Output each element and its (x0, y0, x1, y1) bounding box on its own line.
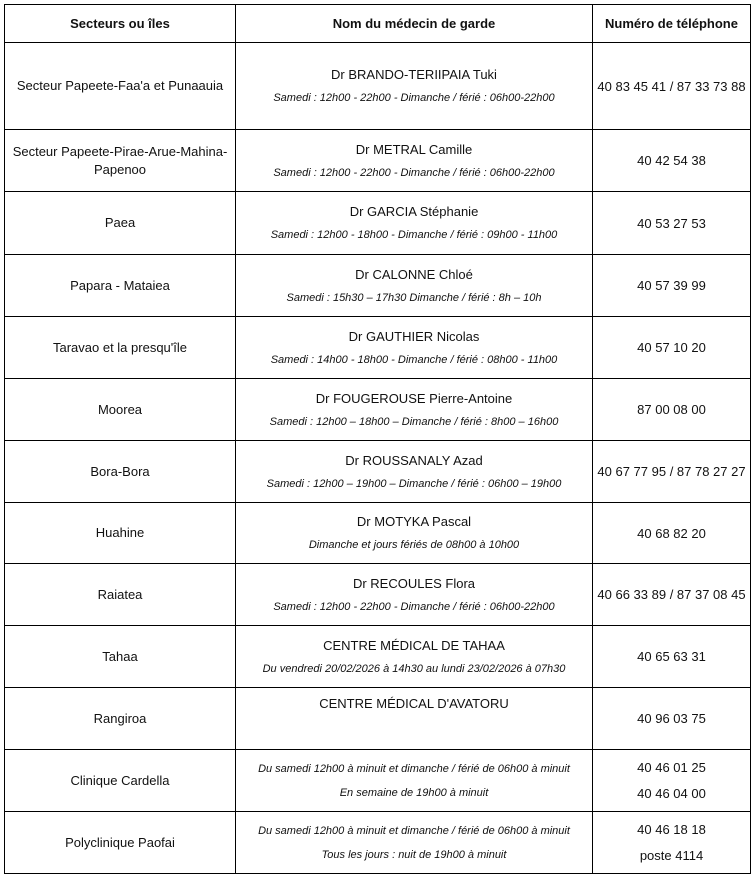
doctor-name: Dr MOTYKA Pascal (356, 514, 472, 529)
duty-hours: En semaine de 19h00 à minuit (339, 786, 489, 799)
phone-cell (593, 750, 751, 812)
doctor-cell (236, 255, 593, 317)
doctor-cell (236, 379, 593, 441)
table-row (5, 812, 751, 874)
table-row (5, 750, 751, 812)
phone-cell: 40 83 45 41 / 87 33 73 88 (593, 43, 751, 130)
doctor-cell (236, 626, 593, 688)
duty-hours: Samedi : 14h00 - 18h00 - Dimanche / férié : 08h00 - 11h00 (270, 353, 558, 366)
sector-cell: Raiatea (5, 564, 236, 626)
phone-number: 40 46 18 18 (637, 821, 706, 837)
doctor-name: Dr CALONNE Chloé (355, 266, 473, 282)
doctor-cell (236, 564, 593, 626)
header-phone: Numéro de téléphone (593, 5, 751, 43)
duty-hours: Samedi : 12h00 - 22h00 - Dimanche / férié : 06h00-22h00 (273, 92, 555, 104)
sector-cell: Moorea (5, 379, 236, 441)
sector-cell: Paea (5, 192, 236, 255)
doctor-name: CENTRE MÉDICAL DE TAHAA (323, 637, 505, 653)
sector-cell: Polyclinique Paofai (5, 812, 236, 874)
on-call-doctors-table (4, 4, 751, 874)
duty-hours: Du samedi 12h00 à minuit et dimanche / férié de 06h00 à minuit (258, 762, 570, 775)
doctor-name: Dr GARCIA Stéphanie (349, 204, 479, 219)
phone-cell: 87 00 08 00 (593, 379, 751, 441)
duty-hours: Samedi : 12h00 – 19h00 – Dimanche / férié : 06h00 – 19h00 (266, 477, 562, 490)
phone-number: 40 46 04 00 (637, 785, 706, 801)
doctor-cell (236, 441, 593, 503)
doctor-cell (236, 130, 593, 192)
sector-cell: Taravao et la presqu'île (5, 317, 236, 379)
duty-hours: Samedi : 12h00 - 22h00 - Dimanche / férié : 06h00-22h00 (273, 600, 555, 613)
doctor-name: Dr ROUSSANALY Azad (345, 452, 483, 468)
phone-cell: 40 57 10 20 (593, 317, 751, 379)
duty-hours: Du vendredi 20/02/2026 à 14h30 au lundi 23/02/2026 à 07h30 (262, 662, 566, 675)
doctor-cell (236, 317, 593, 379)
phone-cell: 40 68 82 20 (593, 503, 751, 564)
duty-hours: Samedi : 15h30 – 17h30 Dimanche / férié : 8h – 10h (286, 291, 542, 304)
phone-cell (593, 812, 751, 874)
duty-hours: Samedi : 12h00 – 18h00 – Dimanche / férié : 8h00 – 16h00 (269, 415, 559, 428)
sector-cell: Rangiroa (5, 688, 236, 750)
phone-cell: 40 96 03 75 (593, 688, 751, 750)
doctor-cell (236, 43, 593, 130)
sector-cell: Bora-Bora (5, 441, 236, 503)
sector-cell: Huahine (5, 503, 236, 564)
doctor-name: Dr BRANDO-TERIIPAIA Tuki (331, 67, 497, 82)
table-row (5, 130, 751, 192)
phone-cell: 40 66 33 89 / 87 37 08 45 (593, 564, 751, 626)
doctor-name: CENTRE MÉDICAL D'AVATORU (319, 696, 509, 711)
header-sector: Secteurs ou îles (5, 5, 236, 43)
table-row (5, 379, 751, 441)
duty-hours: Samedi : 12h00 - 18h00 - Dimanche / férié : 09h00 - 11h00 (270, 229, 558, 241)
doctor-name: Dr GAUTHIER Nicolas (348, 328, 480, 344)
table-row (5, 192, 751, 255)
sector-cell: Clinique Cardella (5, 750, 236, 812)
table-row (5, 43, 751, 130)
header-doctor: Nom du médecin de garde (236, 5, 593, 43)
sector-cell: Tahaa (5, 626, 236, 688)
phone-number: poste 4114 (639, 847, 704, 863)
doctor-name: Dr RECOULES Flora (352, 575, 476, 591)
table-row (5, 564, 751, 626)
doctor-cell (236, 812, 593, 874)
doctor-name: Dr FOUGEROUSE Pierre-Antoine (315, 390, 513, 406)
phone-cell: 40 53 27 53 (593, 192, 751, 255)
sector-cell: Secteur Papeete-Pirae-Arue-Mahina-Papenoo (5, 130, 236, 192)
doctor-cell (236, 503, 593, 564)
doctor-name: Dr METRAL Camille (355, 141, 473, 157)
doctor-cell (236, 192, 593, 255)
duty-hours: Tous les jours : nuit de 19h00 à minuit (321, 848, 507, 861)
duty-hours: Dimanche et jours fériés de 08h00 à 10h00 (308, 539, 520, 551)
table-row (5, 503, 751, 564)
table-row (5, 626, 751, 688)
table-row (5, 441, 751, 503)
table-row (5, 317, 751, 379)
phone-number: 40 46 01 25 (637, 759, 706, 775)
phone-cell: 40 65 63 31 (593, 626, 751, 688)
duty-hours: Du samedi 12h00 à minuit et dimanche / férié de 06h00 à minuit (258, 824, 570, 837)
sector-cell: Papara - Mataiea (5, 255, 236, 317)
table-row (5, 255, 751, 317)
phone-cell: 40 67 77 95 / 87 78 27 27 (593, 441, 751, 503)
doctor-cell (236, 688, 593, 750)
phone-cell: 40 42 54 38 (593, 130, 751, 192)
sector-cell: Secteur Papeete-Faa'a et Punaauia (5, 43, 236, 130)
table-row (5, 688, 751, 750)
doctor-cell (236, 750, 593, 812)
duty-hours: Samedi : 12h00 - 22h00 - Dimanche / férié : 06h00-22h00 (273, 166, 555, 179)
header-row (5, 5, 751, 43)
phone-cell: 40 57 39 99 (593, 255, 751, 317)
